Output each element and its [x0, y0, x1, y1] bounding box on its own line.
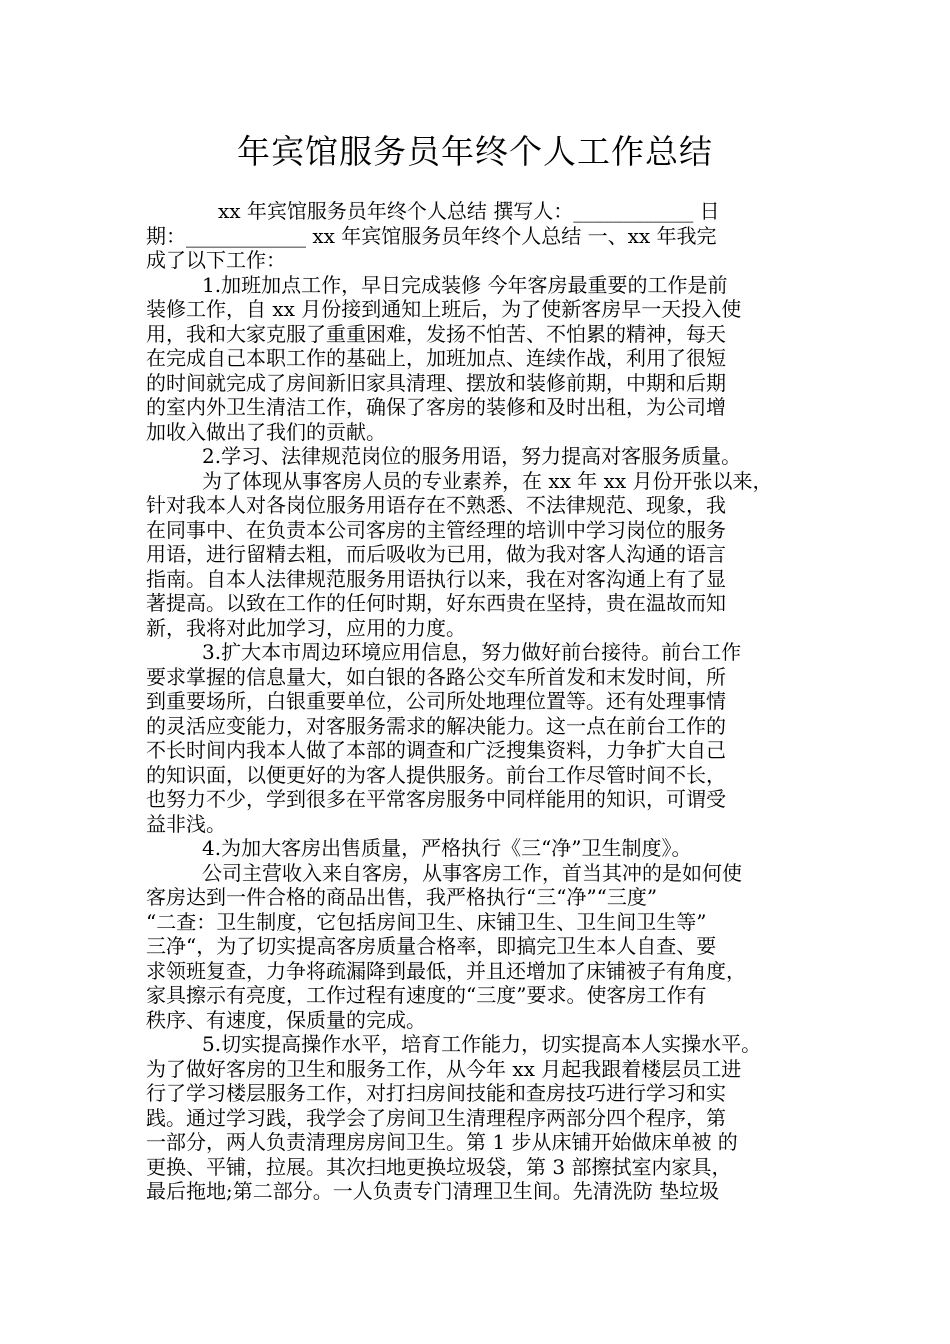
text-line: [146, 885, 806, 910]
line-text: 3.扩大本市周边环境应用信息，努力做好前台接待。前台工作: [202, 640, 742, 664]
text-line: [146, 224, 806, 249]
line-text: 公司主营收入来自客房，从事客房工作，首当其冲的是如何使: [202, 860, 742, 885]
line-text: 加收入做出了我们的贡献。: [146, 419, 386, 444]
text-line: [146, 1081, 806, 1106]
text-line: [146, 1032, 806, 1057]
text-line: [146, 910, 806, 935]
line-text: 一部分，两人负责清理房房间卫生。第 1 步从床铺开始做床单被 的: [146, 1130, 738, 1154]
line-text: 求领班复查，力争将疏漏降到最低，并且还增加了床铺被子有角度，: [146, 958, 746, 983]
line-text: 不长时间内我本人做了本部的调查和广泛搜集资料，力争扩大自己: [146, 738, 726, 762]
line-text: 为了做好客房的卫生和服务工作，从今年 xx 月起我跟着楼层员工进: [146, 1056, 742, 1081]
text-line: [146, 297, 806, 322]
text-line: [146, 1057, 806, 1082]
line-text: 的时间就完成了房间新旧家具清理、摆放和装修前期，中期和后期: [146, 370, 726, 395]
line-text: 的灵活应变能力，对客服务需求的解决能力。这一点在前台工作的: [146, 713, 726, 738]
text-line: [146, 1179, 806, 1204]
text-line: [146, 689, 806, 714]
text-line: [146, 763, 806, 788]
text-line: [146, 395, 806, 420]
text-line: [146, 616, 806, 641]
text-line: [146, 738, 806, 763]
line-text: 用语，进行留精去粗，而后吸收为已用，做为我对客人沟通的语言: [146, 542, 726, 566]
line-text: 4.为加大客房出售质量，严格执行《三“净”卫生制度》。: [202, 836, 692, 860]
line-text: 践。通过学习践，我学会了房间卫生清理程序两部分四个程序，第: [146, 1105, 726, 1130]
line-text: 家具擦示有亮度，工作过程有速度的“三度”要求。使客房工作有: [146, 983, 707, 1007]
line-text: xx 年宾馆服务员年终个人总结 撰写人：____________ 日: [218, 199, 720, 223]
text-line: [146, 542, 806, 567]
text-line: [146, 959, 806, 984]
text-line: [146, 567, 806, 592]
text-line: [146, 640, 806, 665]
text-line: [146, 518, 806, 543]
line-text: 期：____________ xx 年宾馆服务员年终个人总结 一、xx 年我完: [146, 223, 717, 248]
text-line: [146, 248, 806, 273]
text-line: [146, 371, 806, 396]
document-title: 年宾馆服务员年终个人工作总结: [237, 132, 713, 171]
line-text: 新，我将对此加学习，应用的力度。: [146, 615, 466, 640]
line-text: 针对我本人对各岗位服务用语存在不熟悉、不法律规范、现象，我: [146, 493, 726, 517]
line-text: 2.学习、法律规范岗位的服务用语，努力提高对客服务质量。: [202, 444, 742, 468]
line-text: 到重要场所，白银重要单位，公司所处地理位置等。还有处理事情: [146, 689, 726, 713]
text-line: [146, 469, 806, 494]
line-text: 最后拖地;第二部分。一人负责专门清理卫生间。先清洗防 垫垃圾: [146, 1179, 720, 1203]
line-text: 要求掌握的信息量大，如白银的各路公交车所首发和末发时间，所: [146, 664, 726, 689]
text-line: [146, 861, 806, 886]
text-line: [146, 493, 806, 518]
line-text: 的知识面，以便更好的为客人提供服务。前台工作尽管时间不长，: [146, 762, 726, 787]
line-text: 装修工作，自 xx 月份接到通知上班后，为了使新客房早一天投入使: [146, 297, 742, 321]
line-text: 在同事中、在负责本公司客房的主管经理的培训中学习岗位的服务: [146, 517, 726, 542]
line-text: 在完成自己本职工作的基础上，加班加点、连续作战，利用了很短: [146, 346, 726, 370]
line-text: 行了学习楼层服务工作，对打扫房间技能和查房技巧进行学习和实: [146, 1081, 726, 1105]
line-text: 三净“，为了切实提高客房质量合格率，即搞完卫生本人自查、要: [146, 934, 717, 958]
text-line: [146, 322, 806, 347]
text-line: [146, 836, 806, 861]
text-line: [146, 591, 806, 616]
line-text: 益非浅。: [146, 811, 226, 836]
line-text: 著提高。以致在工作的任何时期，好东西贵在坚持，贵在温故而知: [146, 591, 726, 615]
text-line: [146, 1130, 806, 1155]
text-line: [146, 812, 806, 837]
line-text: 指南。自本人法律规范服务用语执行以来，我在对客沟通上有了显: [146, 566, 726, 591]
line-text: 为了体现从事客房人员的专业素养，在 xx 年 xx 月份开张以来，: [202, 468, 773, 493]
text-line: [146, 934, 806, 959]
line-text: 1.加班加点工作，早日完成装修 今年客房最重要的工作是前: [202, 272, 728, 297]
line-text: 也努力不少，学到很多在平常客房服务中同样能用的知识，可谓受: [146, 787, 726, 811]
line-text: 更换、平铺，拉展。其次扫地更换垃圾袋，第 3 部擦拭室内家具，: [146, 1154, 732, 1179]
line-text: 秩序、有速度，保质量的完成。: [146, 1007, 426, 1032]
text-line: [146, 665, 806, 690]
text-line: [146, 787, 806, 812]
text-line: [146, 983, 806, 1008]
text-line: [146, 420, 806, 445]
document-body: [146, 199, 806, 1204]
line-text: “二查：卫生制度，它包括房间卫生、床铺卫生、卫生间卫生等”: [146, 909, 707, 934]
text-line: [146, 714, 806, 739]
text-line: [146, 444, 806, 469]
text-line: [146, 346, 806, 371]
text-line: [146, 1106, 806, 1131]
text-line: [146, 1008, 806, 1033]
line-text: 用，我和大家克服了重重困难，发扬不怕苦、不怕累的精神，每天: [146, 321, 726, 346]
text-line: [146, 199, 806, 224]
text-line: [146, 1155, 806, 1180]
text-line: [146, 273, 806, 298]
line-text: 的室内外卫生清洁工作，确保了客房的装修和及时出租，为公司增: [146, 395, 726, 419]
line-text: 客房达到一件合格的商品出售，我严格执行“三“净”“三度”: [146, 885, 658, 909]
line-text: 5.切实提高操作水平，培育工作能力，切实提高本人实操水平。: [202, 1032, 762, 1056]
line-text: 成了以下工作：: [146, 248, 286, 272]
